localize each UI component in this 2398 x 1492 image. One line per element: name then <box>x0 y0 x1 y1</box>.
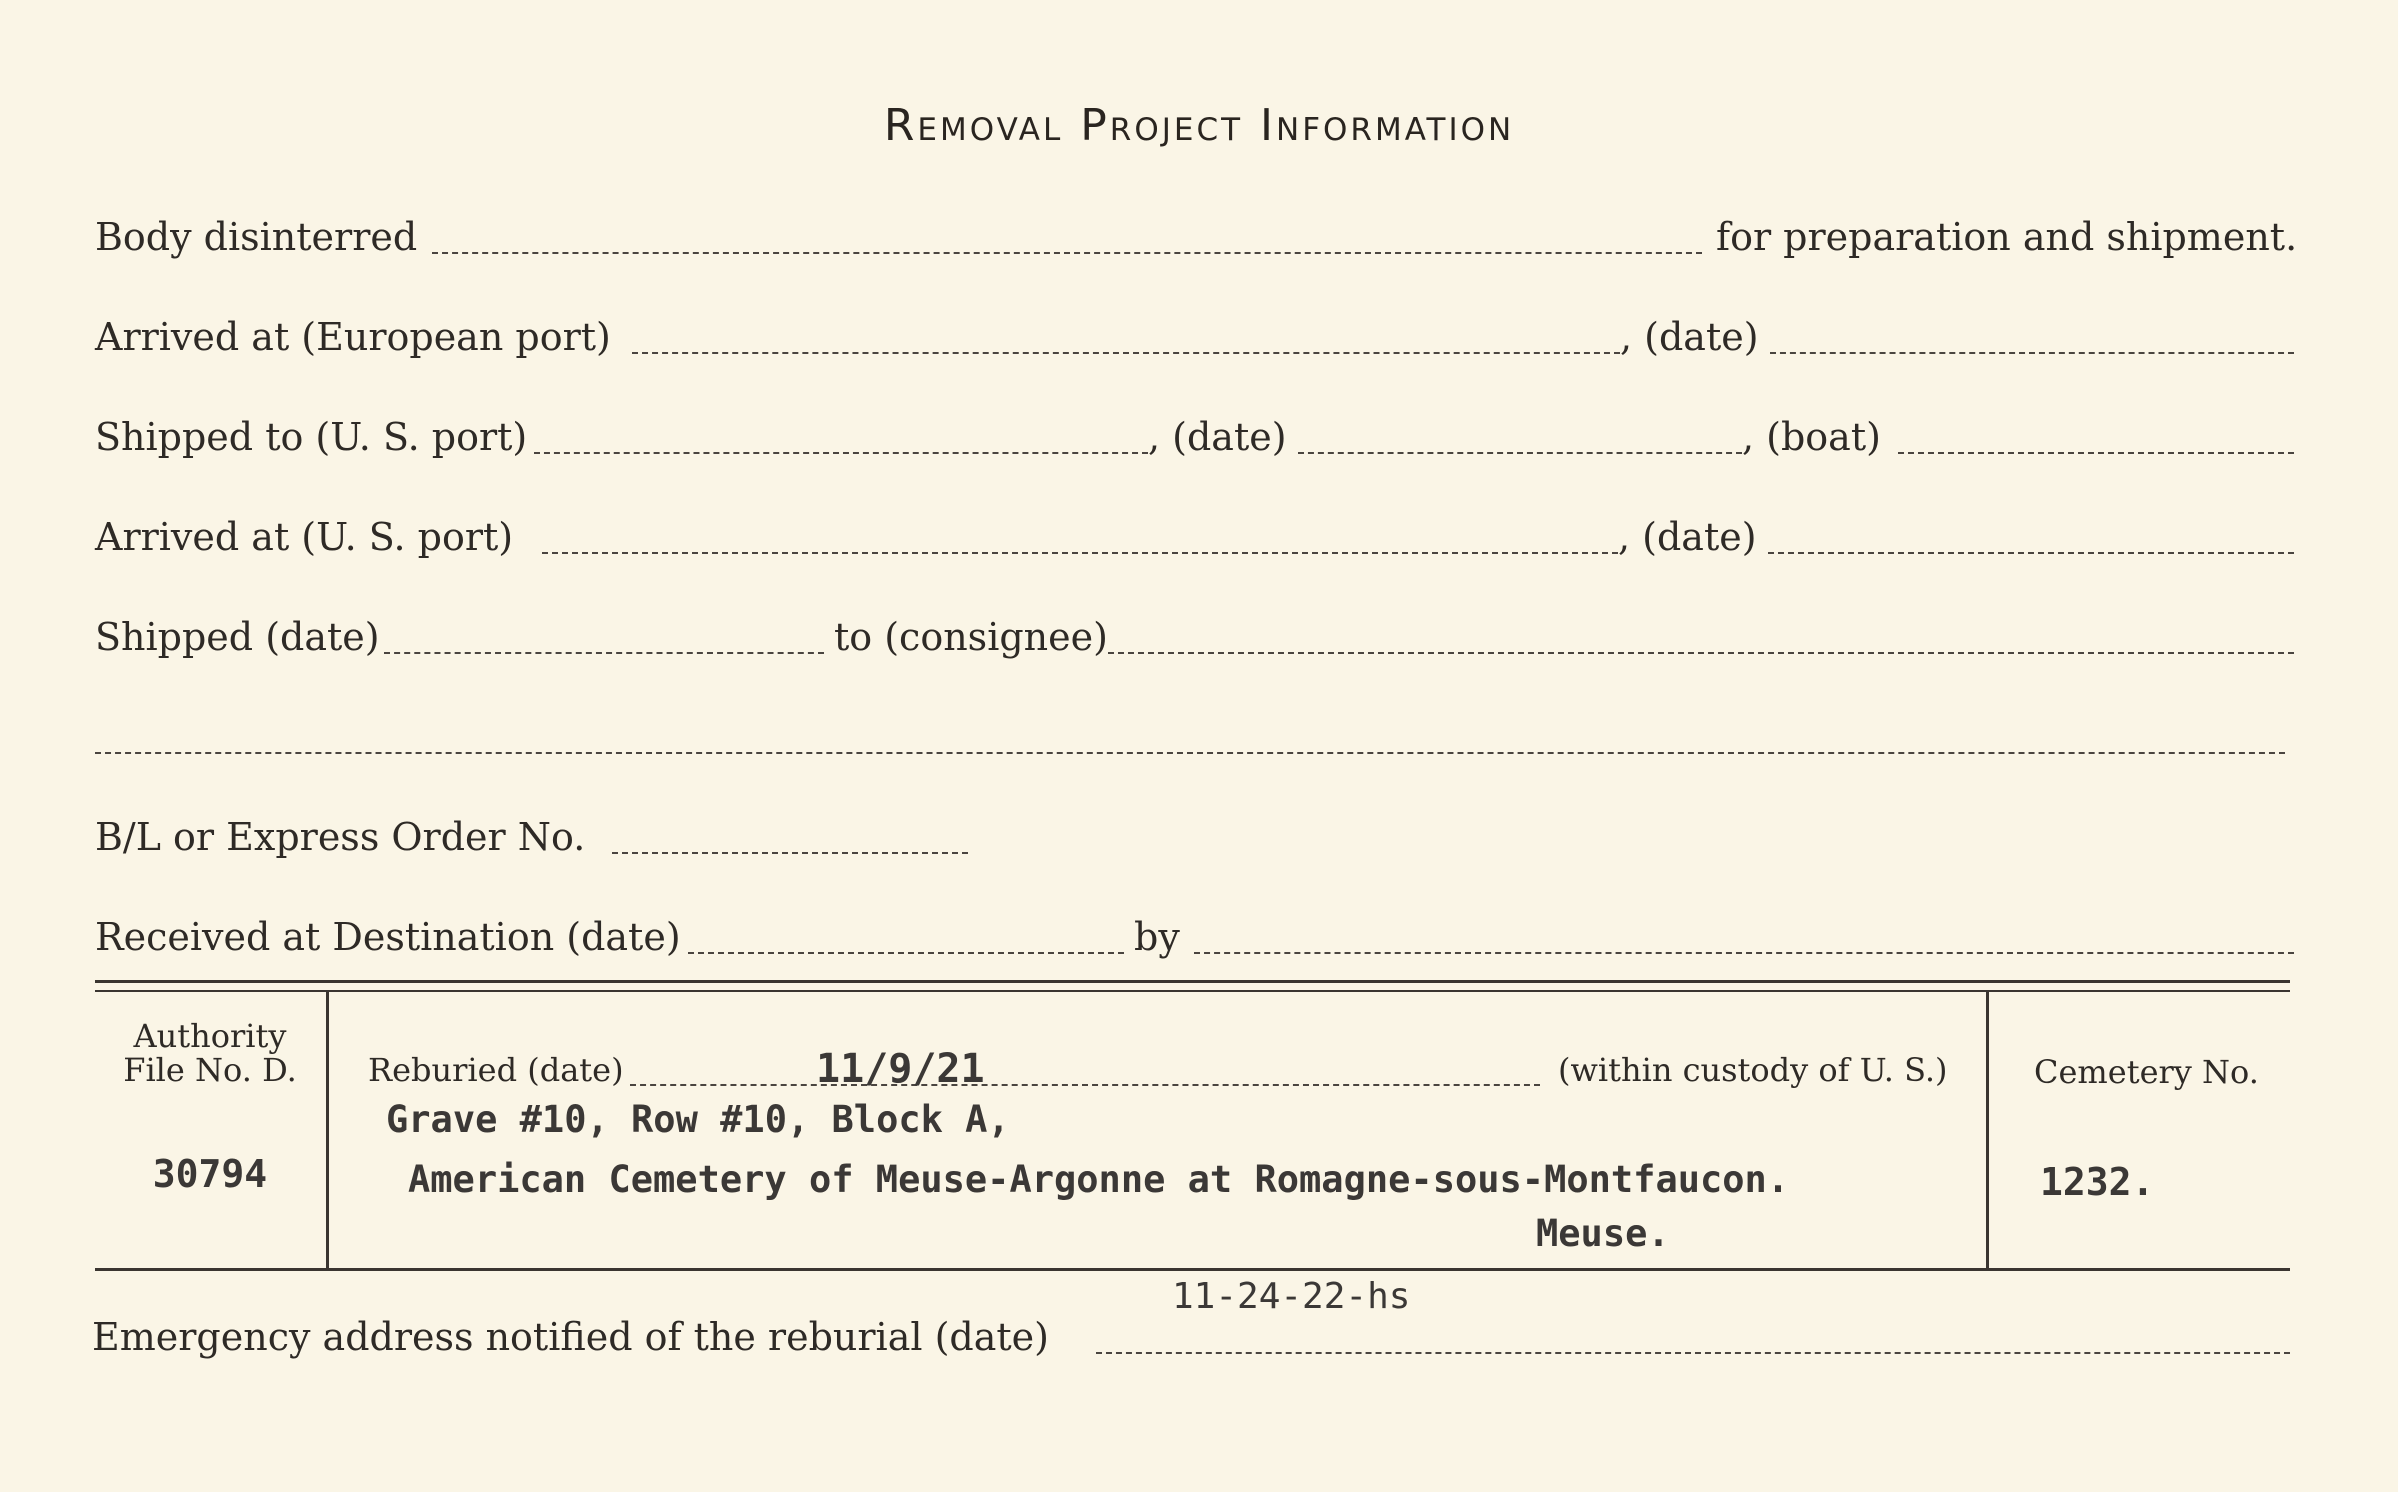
shipped-us-boat-field <box>1898 452 2294 454</box>
cemetery-number: 1232. <box>2040 1160 2155 1204</box>
body-disinterred-label: Body disinterred <box>95 215 418 259</box>
bl-order-row <box>0 810 2398 870</box>
shipped-date-field <box>384 652 824 654</box>
shipped-consignee-row <box>0 610 2398 670</box>
shipped-us-port-field <box>534 452 1148 454</box>
arrived-european-label: Arrived at (European port) <box>95 315 611 359</box>
shipped-date-label: Shipped (date) <box>95 615 380 659</box>
emergency-date-field <box>1096 1352 2290 1354</box>
bl-order-label: B/L or Express Order No. <box>95 815 586 859</box>
body-disinterred-suffix: for preparation and shipment. <box>1716 215 2298 259</box>
arrived-us-date-field <box>1768 552 2294 554</box>
cemetery-label: Cemetery No. <box>2034 1053 2259 1091</box>
arrived-european-date-label: , (date) <box>1620 315 1759 359</box>
authority-file-number: 30794 <box>152 1152 268 1196</box>
body-disinterred-field <box>432 252 1702 254</box>
consignee-continuation-field <box>95 752 2285 754</box>
received-date-field <box>688 952 1124 954</box>
reburied-date-field <box>630 1084 1540 1086</box>
authority-heading-line2: File No. D. <box>123 1051 297 1089</box>
emergency-row <box>0 1310 2398 1370</box>
box-divider-right <box>1986 992 1989 1268</box>
box-bottom-rule <box>95 1268 2290 1271</box>
received-by-field <box>1194 952 2294 954</box>
received-row <box>0 910 2398 970</box>
box-top-rule-inner <box>95 990 2290 992</box>
arrived-european-row <box>0 310 2398 370</box>
emergency-label: Emergency address notified of the reburial (date) <box>92 1315 1049 1359</box>
shipped-us-row <box>0 410 2398 470</box>
box-top-rule <box>95 980 2290 983</box>
cemetery-location: American Cemetery of Meuse-Argonne at Romagne-sous-Montfaucon. <box>408 1158 1790 1201</box>
body-disinterred-row <box>0 210 2398 270</box>
shipped-us-date-label: , (date) <box>1148 415 1287 459</box>
shipped-us-boat-label: , (boat) <box>1742 415 1881 459</box>
arrived-us-row <box>0 510 2398 570</box>
shipped-us-label: Shipped to (U. S. port) <box>95 415 528 459</box>
arrived-european-date-field <box>1770 352 2294 354</box>
box-divider-left <box>326 992 329 1268</box>
arrived-european-port-field <box>632 352 1620 354</box>
department-location: Meuse. <box>1536 1212 1670 1255</box>
reburied-date-value: 11/9/21 <box>816 1046 985 1092</box>
card-title: Removal Project Information <box>883 100 1515 151</box>
authority-heading-line1: Authority <box>133 1017 287 1055</box>
consignee-continuation-row <box>0 710 2398 770</box>
arrived-us-port-field <box>542 552 1618 554</box>
reburied-label: Reburied (date) <box>368 1051 624 1089</box>
shipped-us-date-field <box>1298 452 1742 454</box>
received-label: Received at Destination (date) <box>95 915 681 959</box>
bl-order-field <box>612 852 968 854</box>
arrived-us-label: Arrived at (U. S. port) <box>95 515 514 559</box>
custody-label: (within custody of U. S.) <box>1558 1051 1948 1089</box>
emergency-stamp: 11-24-22-hs <box>1172 1276 1411 1317</box>
arrived-us-date-label: , (date) <box>1618 515 1757 559</box>
consignee-field <box>1108 652 2294 654</box>
grave-location: Grave #10, Row #10, Block A, <box>386 1098 1010 1141</box>
consignee-label: to (consignee) <box>834 615 1108 659</box>
received-by-label: by <box>1134 915 1180 959</box>
